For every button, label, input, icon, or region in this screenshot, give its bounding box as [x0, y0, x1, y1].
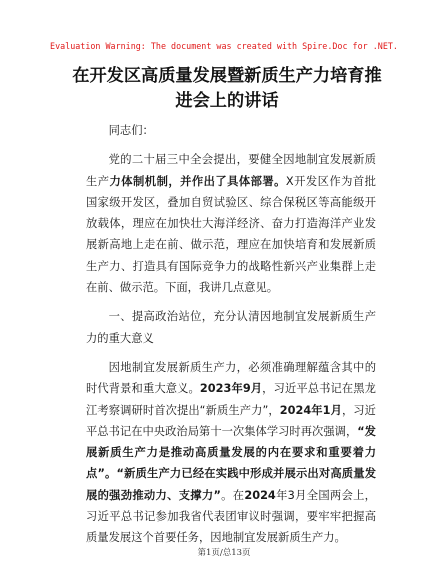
- document-body: [86, 120, 376, 549]
- page-footer: 第1页/总13页: [197, 548, 251, 558]
- sig-text-4: 。在: [220, 488, 245, 502]
- intro-text-1: 党的二十届三中全会提出，要健全因地制宜发展新质生产: [86, 153, 376, 188]
- intro-text-2: X开发区作为首批国家级开发区，叠加自贸试验区、综合保税区等高能级开放载体，理应在加快壮大海洋经济、奋力打造海洋产业发展新高地上走在前、做示范，理应在加快培育和发展新质生产力、打造具有国际竞争力的战略性新兴产业集群上走在前、做示范。下面，我讲几点意见。: [86, 174, 376, 295]
- paragraph-intro: [86, 149, 376, 298]
- document-title: 在开发区高质量发展暨新质生产力培育推进会上的讲话: [72, 66, 382, 111]
- salutation: 同志们：: [108, 124, 154, 137]
- section-heading-1: 一、提高政治站位，充分认清因地制宜发展新质生产力的重大意义: [86, 310, 376, 345]
- sig-bold-quote: “发展新质生产力是推动高质量发展的内在要求和重要着力点”。“新质生产力已经在实践中形成并展示出对高质量发展的强劲推动力、支撑力”: [86, 424, 376, 502]
- sig-bold-date-2: 2024年1月: [279, 403, 342, 417]
- sig-bold-year: 2024: [244, 488, 276, 502]
- sig-text-2: ，习近平总书记在黑龙江考察调研时首次提出“新质生产力”，: [86, 382, 376, 417]
- sig-text-1: 因地制宜发展新质生产力，必须准确理解蕴含其中的时代背景和重大意义。: [86, 360, 376, 396]
- intro-bold-1: 力体制机制，并作出了具体部署。: [109, 174, 286, 188]
- sig-bold-date-1: 2023年9月: [199, 382, 263, 396]
- sig-text-3: ，习近平总书记在中央政治局第十一次集体学习时再次强调，: [86, 403, 376, 438]
- sig-text-5: 年3月全国两会上，习近平总书记参加我省代表团审议时强调，要牢牢把握高质量发展这个首要任务，因地制宜发展新质生产力。: [86, 488, 376, 545]
- paragraph-significance: [86, 357, 376, 549]
- evaluation-warning: Evaluation Warning: The document was created with Spire.Doc for .NET.: [50, 41, 398, 51]
